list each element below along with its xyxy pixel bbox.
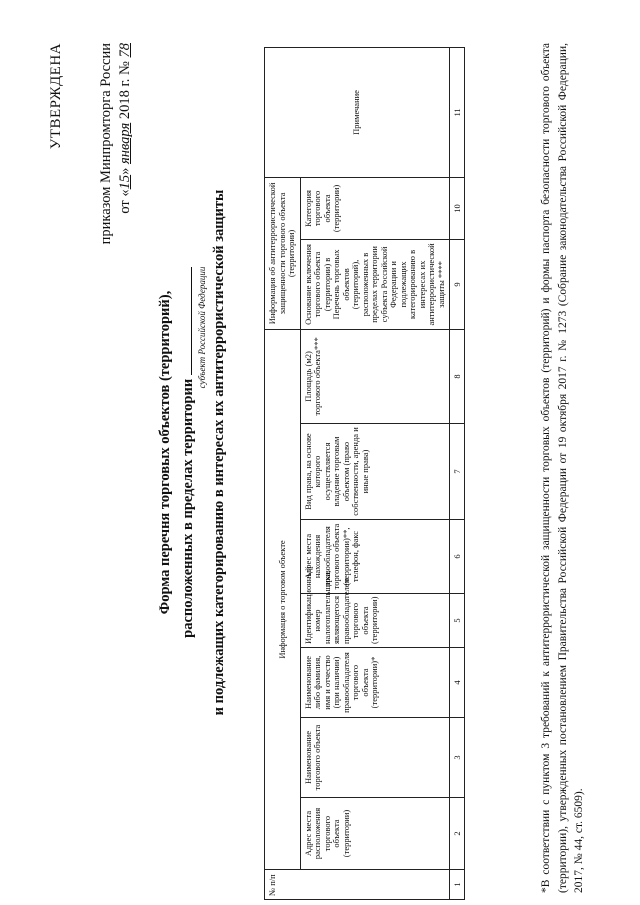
order-month: января [117,122,133,164]
column-number-row [450,47,465,899]
column-number-10: 10 [450,177,465,239]
form-title-line1: Форма перечня торговых объектов (территорий), [157,290,173,615]
order-day: 15 [117,174,133,190]
column-number-1: 1 [450,870,465,900]
col-header-9: Основание включения торгового объекта (территории) в Перечень торговых объектов (территорий), расположенных в пределах территории субъекта Российской Федерации и подлежащих категорированию в интересах их антитеррористической защиты **** [300,239,450,329]
region-blank-hint: субъект Российской Федерации [197,266,207,389]
order-year: 2018 г. № [117,61,133,120]
col-header-8: Площадь (м2) торгового объекта*** [300,329,450,423]
column-number-7: 7 [450,424,465,520]
col-header-4: Наименование либо фамилия, имя и отчество (при наличии) правообладателя торгового объекта (территории)* [300,648,450,718]
order-date-mid: » [117,167,133,175]
col-header-6: Адрес места нахождения правообладателя торгового объекта (территории)**, телефон, факс [300,520,450,594]
form-title-line3: и подлежащих категорированию в интересах их антитеррористической защиты [211,189,227,716]
group-header-security-info: Информация об антитеррористической защищенности торгового объекта (территории) [265,177,301,329]
col-header-7: Вид права, на основе которого осуществляется владение торговым объектом (право собственности, аренда и иные права) [300,424,450,520]
col-header-3: Наименование торгового объекта [300,718,450,798]
order-number: 78 [117,43,133,58]
approval-heading: УТВЕРЖДЕНА [48,43,64,150]
col-header-10: Категория торгового объекта (территории) [300,177,450,239]
column-number-11: 11 [450,47,465,177]
objects-list-table [264,47,465,900]
order-reference: приказом Минпромторга России [98,43,114,245]
col-header-11: Примечание [265,47,450,177]
col-header-1: № п/п [265,870,450,900]
group-header-object-info: Информация о торговом объекте [265,329,301,869]
footnote: *В соответствии с пунктом 3 требований к антитеррористической защищенности торговых объектов (территорий) и формы паспорта безопасности торгового объекта (территории), утвержденных постановлением Правительства Российской Федерации от 19 октября 2017 г. № 1273 (Собрание законодательства Российской Федерации, 2017, № 44, ст. 6509). [540,43,586,893]
form-title-line2 [180,0,197,905]
order-date-number [117,43,134,905]
order-date-prefix: от « [117,189,133,214]
column-number-8: 8 [450,329,465,423]
region-blank-line [191,267,192,375]
column-number-3: 3 [450,718,465,798]
table-group-header-row [265,47,301,899]
col-header-5: Идентификационный номер налогоплательщика, являющегося правообладателем торгового объекта (территории) [300,594,450,648]
col-header-2: Адрес места расположения торгового объекта (территории) [300,798,450,870]
form-title-line2-text: расположенных в пределах территории [180,378,196,638]
column-number-4: 4 [450,648,465,718]
column-number-9: 9 [450,239,465,329]
column-number-2: 2 [450,798,465,870]
column-number-5: 5 [450,594,465,648]
column-number-6: 6 [450,520,465,594]
